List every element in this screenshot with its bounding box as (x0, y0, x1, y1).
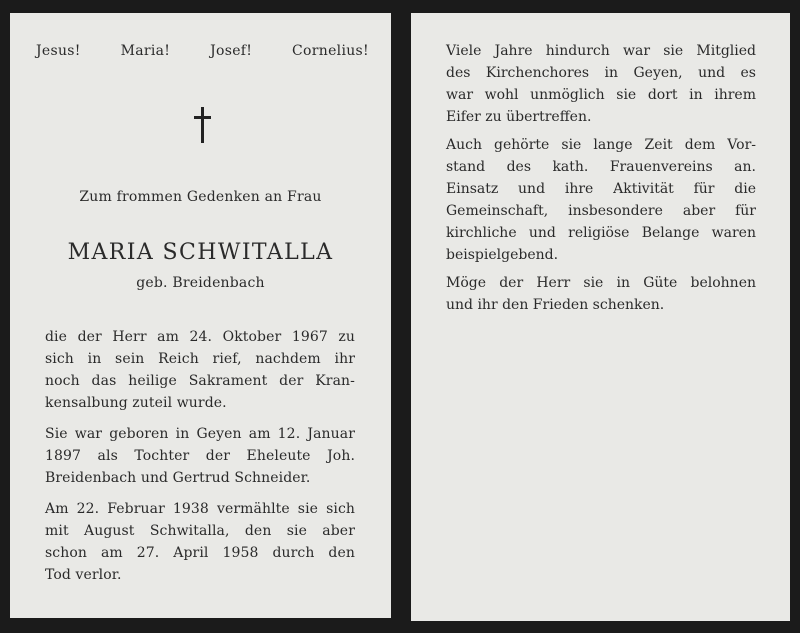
text-line: noch das heilige Sakrament der Kran- (45, 373, 355, 389)
text-line: beispielgebend. (446, 247, 559, 263)
text-line: die der Herr am 24. Oktober 1967 zu (45, 329, 355, 345)
text-line: 1897 als Tochter der Eheleute Joh. (45, 448, 355, 464)
text-line: Viele Jahre hindurch war sie Mitglied (446, 43, 756, 59)
text-line: kensalbung zuteil wurde. (45, 395, 227, 411)
text-line: mit August Schwitalla, den sie aber (45, 523, 355, 539)
text-line: Tod verlor. (45, 567, 122, 583)
invocation-cornelius: Cornelius! (292, 43, 369, 59)
text-line: war wohl unmöglich sie dort in ihrem (446, 87, 756, 103)
text-line: sich in sein Reich rief, nachdem ihr (45, 351, 355, 367)
text-line: Möge der Herr sie in Güte belohnen (446, 275, 756, 291)
right-paragraph-association (446, 134, 756, 266)
text-line: Eifer zu übertreffen. (446, 109, 592, 125)
cross-icon (194, 107, 212, 143)
text-line: schon am 27. April 1958 durch den (45, 545, 355, 561)
text-line: kirchliche und religiöse Belange waren (446, 225, 756, 241)
text-line: Gemeinschaft, insbesondere aber für (446, 203, 756, 219)
text-line: Sie war geboren in Geyen am 12. Januar (45, 426, 355, 442)
text-line: stand des kath. Frauenvereins an. (446, 159, 756, 175)
text-line: Breidenbach und Gertrud Schneider. (45, 470, 311, 486)
text-line: Am 22. Februar 1938 vermählte sie sich (45, 501, 355, 517)
left-paragraph-death (45, 326, 355, 414)
deceased-name: MARIA SCHWITALLA (67, 240, 334, 265)
invocation-maria: Maria! (120, 43, 171, 59)
left-page (0, 0, 397, 633)
text-line: Auch gehörte sie lange Zeit dem Vor- (446, 137, 756, 153)
left-paragraph-birth (45, 423, 355, 489)
memorial-line: Zum frommen Gedenken an Frau (79, 189, 322, 205)
right-page (403, 0, 800, 633)
invocation-line (36, 43, 369, 59)
invocation-josef: Josef! (210, 43, 253, 59)
left-paragraph-marriage (45, 498, 355, 586)
text-line: des Kirchenchores in Geyen, und es (446, 65, 756, 81)
right-paragraph-choir (446, 40, 756, 128)
invocation-jesus: Jesus! (36, 43, 81, 59)
text-line: Einsatz und ihre Aktivität für die (446, 181, 756, 197)
text-line: und ihr den Frieden schenken. (446, 297, 665, 313)
right-paragraph-blessing (446, 272, 756, 316)
maiden-name: geb. Breidenbach (136, 275, 265, 291)
